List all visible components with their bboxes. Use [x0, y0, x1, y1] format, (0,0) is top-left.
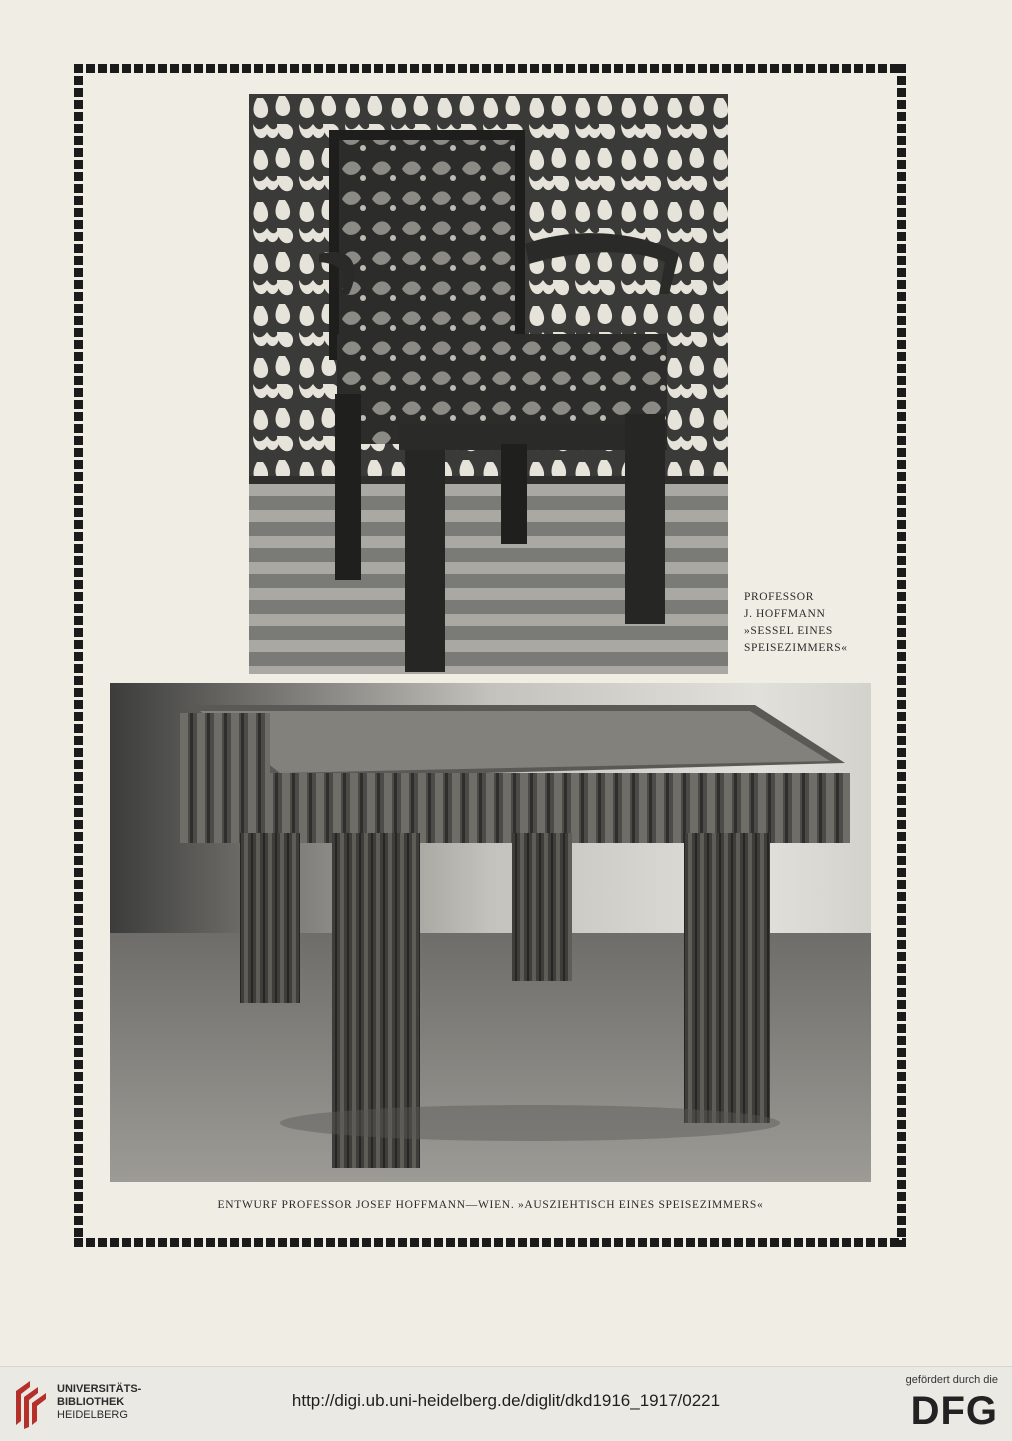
chair-caption-line-2: J. HOFFMANN: [744, 608, 826, 620]
library-name-line-2: BIBLIOTHEK: [57, 1396, 125, 1408]
chair-caption: [744, 589, 894, 657]
chair-caption-line-1: PROFESSOR: [744, 591, 814, 603]
chair-photograph: [249, 94, 728, 674]
chair-caption-line-4: SPEISEZIMMERS«: [744, 642, 848, 654]
funded-by-label: gefördert durch die: [905, 1374, 998, 1386]
frame-border-bottom: [74, 1238, 906, 1247]
permalink-url[interactable]: http://digi.ub.uni-heidelberg.de/diglit/dkd1916_1917/0221: [291, 1391, 721, 1410]
frame-border-top: [74, 64, 906, 73]
library-name-line-1: UNIVERSITÄTS-: [57, 1383, 142, 1395]
chair-caption-line-3: »SESSEL EINES: [744, 625, 833, 637]
footer-bar: [0, 1366, 1012, 1441]
library-name-line-3: HEIDELBERG: [57, 1409, 128, 1421]
dfg-logo[interactable]: DFG: [910, 1389, 998, 1433]
frame-border-right: [897, 64, 906, 1247]
table-caption: ENTWURF PROFESSOR JOSEF HOFFMANN—WIEN. »AUSZIEHTISCH EINES SPEISEZIMMERS«: [217, 1199, 764, 1211]
table-photograph: [110, 683, 871, 1182]
frame-border-left: [74, 64, 83, 1247]
